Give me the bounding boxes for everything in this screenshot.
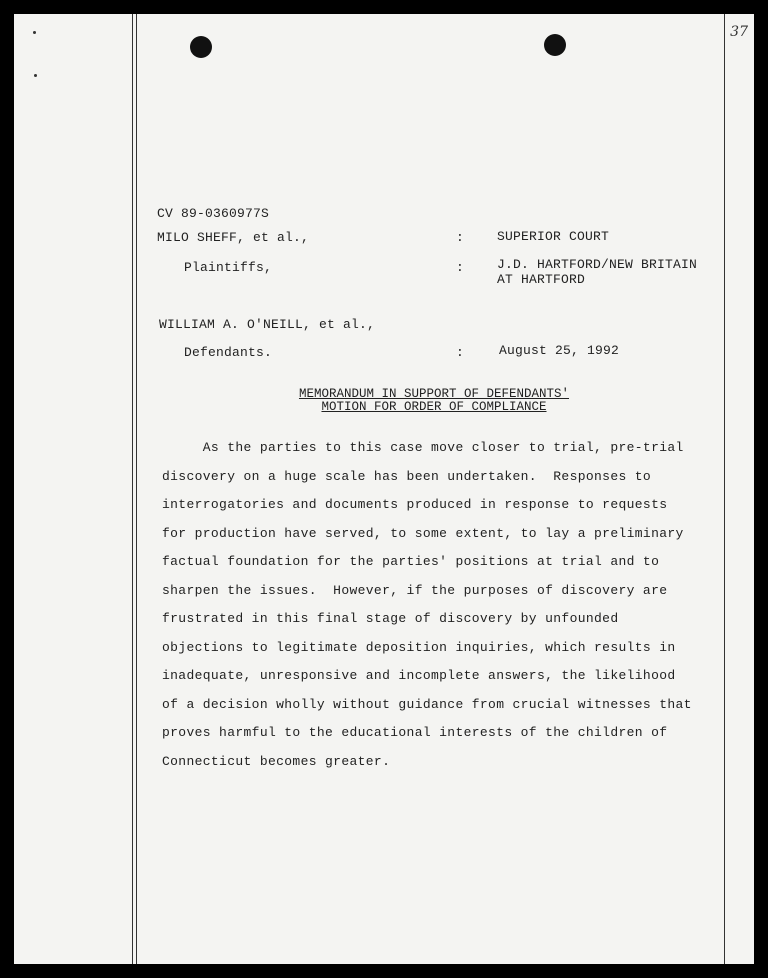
plaintiff-name: MILO SHEFF, et al., <box>157 230 310 245</box>
page-number: 37 <box>730 24 748 40</box>
judicial-district-location: AT HARTFORD <box>497 272 586 287</box>
body-line: inadequate, unresponsive and incomplete answers, the likelihood <box>162 668 676 683</box>
body-line: factual foundation for the parties' positions at trial and to <box>162 554 660 569</box>
docket-number: CV 89-0360977S <box>157 206 270 221</box>
court-name: SUPERIOR COURT <box>497 229 610 244</box>
left-margin-rule-outer <box>132 14 133 964</box>
body-line: frustrated in this final stage of discovery by unfounded <box>162 611 619 626</box>
caption-separator: : <box>456 260 465 275</box>
plaintiff-role: Plaintiffs, <box>184 260 273 275</box>
body-line: of a decision wholly without guidance from crucial witnesses that <box>162 697 692 712</box>
document-page <box>14 14 754 964</box>
defendant-name: WILLIAM A. O'NEILL, et al., <box>159 317 376 332</box>
body-line: Connecticut becomes greater. <box>162 754 391 769</box>
scan-speck <box>33 31 36 34</box>
body-line: As the parties to this case move closer to trial, pre-trial <box>162 440 684 455</box>
body-line: sharpen the issues. However, if the purposes of discovery are <box>162 583 668 598</box>
body-line: proves harmful to the educational interests of the children of <box>162 725 668 740</box>
caption-separator: : <box>456 345 465 360</box>
right-margin-rule <box>724 14 725 964</box>
body-line: objections to legitimate deposition inquiries, which results in <box>162 640 676 655</box>
document-title-line-1: MEMORANDUM IN SUPPORT OF DEFENDANTS' <box>298 387 570 401</box>
body-line: discovery on a huge scale has been undertaken. Responses to <box>162 469 652 484</box>
punch-hole-right <box>544 34 566 56</box>
judicial-district: J.D. HARTFORD/NEW BRITAIN <box>497 257 698 272</box>
punch-hole-left <box>190 36 212 58</box>
left-margin-rule-inner <box>136 14 137 964</box>
body-line: interrogatories and documents produced in response to requests <box>162 497 668 512</box>
defendant-role: Defendants. <box>184 345 273 360</box>
filing-date: August 25, 1992 <box>499 343 620 358</box>
scan-speck <box>34 74 37 77</box>
caption-separator: : <box>456 230 465 245</box>
body-line: for production have served, to some extent, to lay a preliminary <box>162 526 684 541</box>
document-title-line-2: MOTION FOR ORDER OF COMPLIANCE <box>321 400 547 414</box>
